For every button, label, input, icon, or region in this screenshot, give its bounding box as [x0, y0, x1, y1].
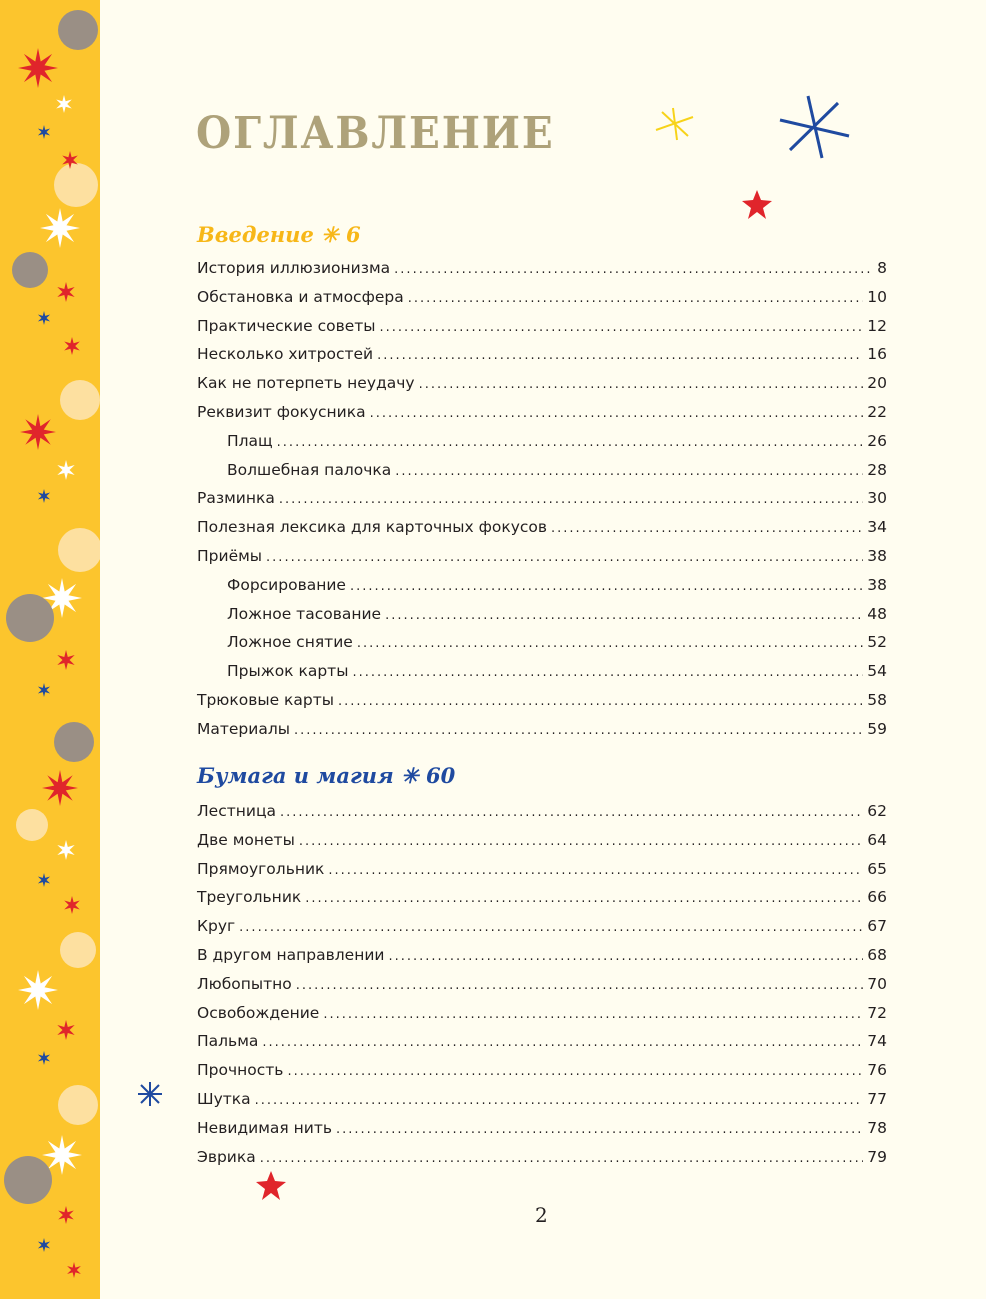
toc-entry[interactable] — [197, 831, 887, 853]
toc-entry-page: 28 — [867, 460, 887, 479]
toc-entry-page: 70 — [867, 974, 887, 993]
dot-leader — [380, 320, 864, 335]
dot-leader — [370, 406, 864, 421]
toc-entry-label: Прыжок карты — [227, 662, 349, 681]
red-star-bottom-icon — [256, 1171, 286, 1200]
toc-entry-label: Форсирование — [227, 575, 346, 594]
toc-entry[interactable] — [197, 888, 887, 910]
toc-entry-label: Как не потерпеть неудачу — [197, 374, 415, 393]
toc-entry-page: 54 — [867, 662, 887, 681]
toc-entry[interactable] — [197, 259, 887, 281]
toc-entry-page: 38 — [867, 575, 887, 594]
dot-leader — [255, 1093, 864, 1108]
toc-entry-page: 64 — [867, 830, 887, 849]
dot-leader — [357, 636, 863, 651]
dot-leader — [287, 1064, 863, 1079]
toc-entry-page: 77 — [867, 1090, 887, 1108]
toc-entry-label: Обстановка и атмосфера — [197, 287, 404, 306]
toc-entry[interactable] — [197, 720, 887, 742]
dot-leader — [419, 377, 864, 392]
toc-entry-page: 52 — [867, 633, 887, 652]
toc-entry-label: Несколько хитростей — [197, 345, 374, 364]
toc-entry[interactable] — [197, 547, 887, 569]
dot-leader — [266, 550, 863, 565]
dot-leader — [408, 291, 864, 306]
toc-entry[interactable] — [227, 633, 887, 655]
toc-entry[interactable] — [197, 975, 887, 997]
toc-entry-label: Разминка — [197, 489, 275, 508]
toc-entry[interactable] — [197, 374, 887, 396]
section-heading-intro: Введение ✳ 6 — [197, 222, 361, 247]
toc-entry-page: 58 — [867, 691, 887, 709]
toc-entry[interactable] — [197, 946, 887, 968]
dot-leader — [350, 579, 863, 594]
dot-leader — [239, 920, 863, 935]
toc-entry-page: 79 — [867, 1147, 887, 1166]
toc-entry-label: Две монеты — [197, 830, 295, 849]
dot-leader — [551, 521, 863, 536]
toc-entry-page: 12 — [867, 316, 887, 335]
dot-leader — [395, 464, 863, 479]
toc-entry-page: 68 — [867, 946, 887, 964]
dot-leader — [294, 723, 863, 738]
toc-entry-label: Лестница — [197, 802, 276, 820]
toc-entry-page: 10 — [867, 287, 887, 306]
toc-entry-label: Волшебная палочка — [227, 460, 392, 479]
dot-leader — [352, 665, 863, 680]
toc-entry-label: Освобождение — [197, 1003, 320, 1022]
dot-leader — [328, 863, 863, 878]
toc-entry-label: Ложное тасование — [227, 604, 382, 623]
toc-entry-label: Невидимая нить — [197, 1118, 333, 1137]
toc-entry[interactable] — [197, 1148, 887, 1170]
toc-entry-label: Реквизит фокусника — [197, 403, 366, 421]
toc-entry-page: 66 — [867, 888, 887, 907]
dot-leader — [338, 694, 863, 709]
toc-entry-page: 59 — [867, 719, 887, 738]
dot-leader — [305, 891, 863, 906]
toc-entry-page: 62 — [867, 802, 887, 820]
toc-entry-label: Трюковые карты — [197, 691, 335, 709]
toc-entry-page: 38 — [867, 547, 887, 565]
toc-entry-label: Шутка — [197, 1090, 251, 1108]
toc-entry-label: Любопытно — [197, 974, 292, 993]
toc-entry-label: Ложное снятие — [227, 633, 353, 652]
dot-leader — [260, 1151, 864, 1166]
dot-leader — [296, 978, 864, 993]
toc-entry[interactable] — [227, 461, 887, 483]
toc-entry-label: Материалы — [197, 719, 290, 738]
toc-entry[interactable] — [197, 1119, 887, 1141]
toc-entry-page: 22 — [867, 403, 887, 421]
toc-entry[interactable] — [197, 403, 887, 425]
blue-sparkle-icon — [780, 96, 849, 158]
toc-entry-label: Треугольник — [197, 888, 302, 907]
toc-entry-page: 16 — [867, 345, 887, 364]
toc-entry-page: 74 — [867, 1032, 887, 1051]
toc-entry-page: 8 — [877, 259, 887, 277]
toc-entry-label: Приёмы — [197, 547, 263, 565]
toc-entry-label: Пальма — [197, 1032, 259, 1051]
dot-leader — [279, 492, 863, 507]
toc-entry-label: Плащ — [227, 431, 273, 450]
toc-entry-label: Прочность — [197, 1061, 284, 1080]
toc-entry[interactable] — [197, 518, 887, 540]
toc-entry[interactable] — [197, 1061, 887, 1083]
dot-leader — [323, 1007, 863, 1022]
toc-entry-label: В другом направлении — [197, 946, 385, 964]
toc-entry[interactable] — [197, 691, 887, 713]
toc-entry[interactable] — [197, 1032, 887, 1054]
toc-entry[interactable] — [197, 489, 887, 511]
page-title: ОГЛАВЛЕНИЕ — [196, 108, 555, 159]
dot-leader — [277, 435, 864, 450]
toc-entry[interactable] — [227, 662, 887, 684]
toc-entry-label: Прямоугольник — [197, 859, 325, 878]
red-star-icon — [742, 190, 772, 219]
toc-entry-page: 20 — [867, 374, 887, 393]
toc-entry[interactable] — [197, 317, 887, 339]
toc-entry-page: 48 — [867, 604, 887, 623]
toc-entry-label: Практические советы — [197, 316, 376, 335]
dot-leader — [394, 262, 873, 277]
toc-entry-page: 67 — [867, 917, 887, 936]
toc-entry[interactable] — [227, 432, 887, 454]
toc-entry-label: История иллюзионизма — [197, 259, 391, 277]
toc-entry-page: 30 — [867, 489, 887, 508]
toc-entry-page: 78 — [867, 1118, 887, 1137]
dot-leader — [385, 608, 863, 623]
toc-entry[interactable] — [197, 860, 887, 882]
dot-leader — [389, 949, 864, 964]
dot-leader — [299, 834, 863, 849]
toc-entry-label: Круг — [197, 917, 236, 936]
toc-entry[interactable] — [227, 576, 887, 598]
toc-entry[interactable] — [197, 1090, 887, 1112]
dot-leader — [262, 1035, 863, 1050]
toc-entry-label: Полезная лексика для карточных фокусов — [197, 518, 548, 537]
toc-entry-page: 76 — [867, 1061, 887, 1080]
toc-entry[interactable] — [197, 288, 887, 310]
dot-leader — [377, 348, 863, 363]
toc-entry[interactable] — [197, 1004, 887, 1026]
toc-entry-page: 26 — [867, 431, 887, 450]
dot-leader — [280, 805, 863, 820]
toc-entry-page: 65 — [867, 859, 887, 878]
toc-entry-page: 34 — [867, 518, 887, 537]
section-heading-paper-magic: Бумага и магия ✳ 60 — [197, 763, 456, 788]
small-blue-sparkle-icon — [138, 1082, 162, 1106]
toc-entry[interactable] — [197, 345, 887, 367]
toc-entry[interactable] — [197, 917, 887, 939]
page-number: 2 — [535, 1203, 548, 1227]
yellow-sparkle-icon — [656, 108, 693, 140]
toc-entry-label: Эврика — [197, 1147, 256, 1166]
toc-entry[interactable] — [227, 605, 887, 627]
toc-entry[interactable] — [197, 802, 887, 824]
toc-entry-page: 72 — [867, 1003, 887, 1022]
dot-leader — [336, 1122, 863, 1137]
